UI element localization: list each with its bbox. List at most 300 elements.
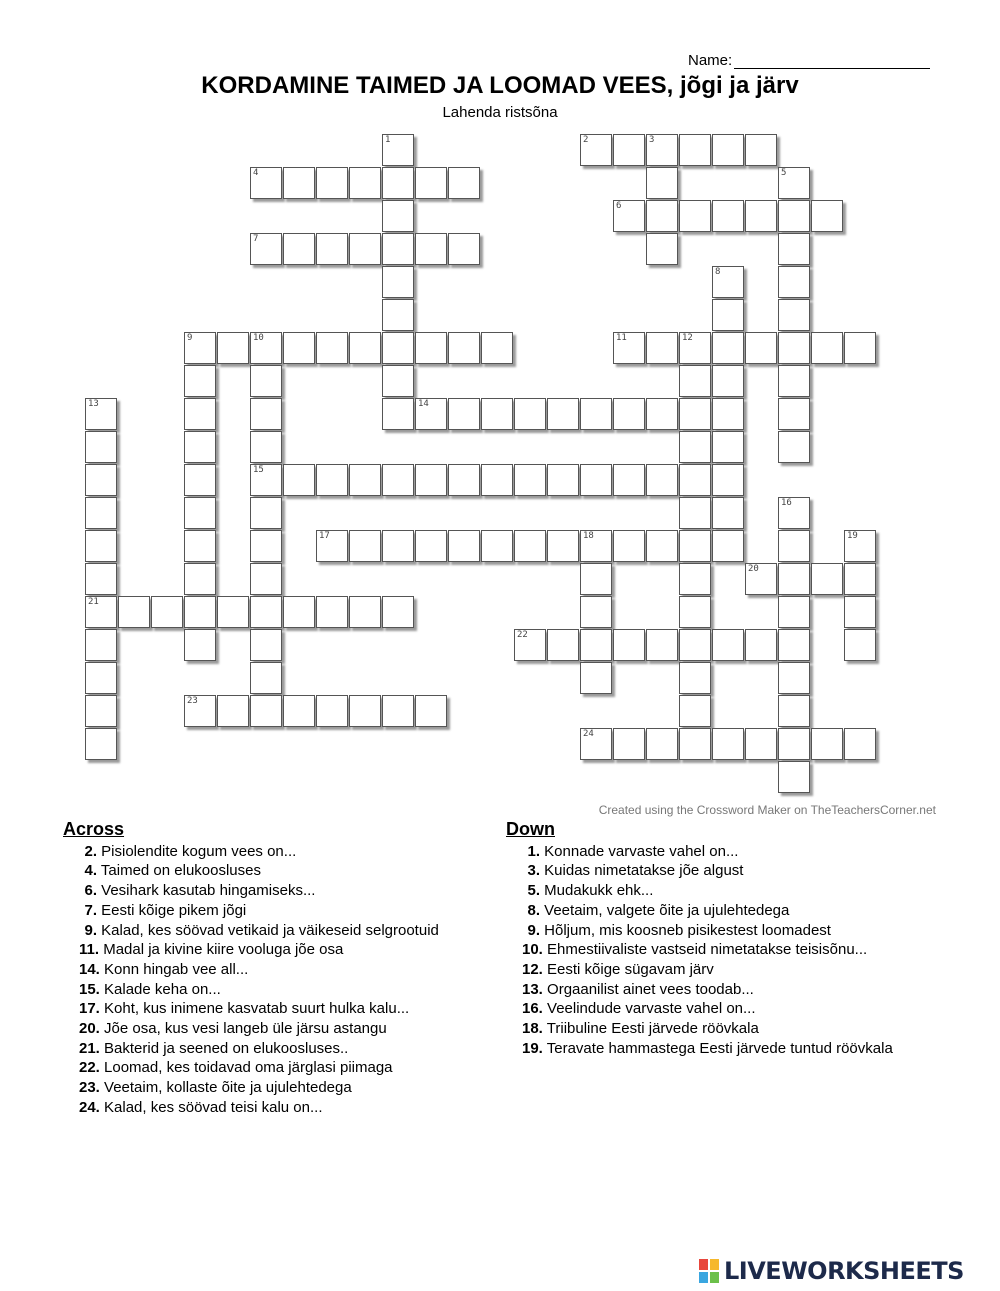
crossword-cell[interactable] [85,596,117,628]
cell-number: 10 [253,333,264,343]
crossword-cell[interactable] [679,398,711,430]
clue-text: Pisiolendite kogum vees on... [97,842,297,860]
crossword-cell[interactable] [778,629,810,661]
clue-number: 22. [79,1059,100,1077]
crossword-cell[interactable] [448,530,480,562]
page-subtitle: Lahenda ristsõna [442,104,558,121]
down-clue-9 [506,921,906,941]
across-clue-2 [63,842,493,862]
crossword-cell[interactable] [679,530,711,562]
clue-number: 9. [84,921,97,939]
down-clues [506,820,906,1058]
clue-number: 17. [79,1000,100,1018]
crossword-cell[interactable] [316,530,348,562]
crossword-cell[interactable] [712,266,744,298]
crossword-cell[interactable] [283,695,315,727]
clue-number: 15. [79,980,100,998]
crossword-cell[interactable] [184,695,216,727]
crossword-cell[interactable] [580,134,612,166]
clue-number: 1. [527,842,540,860]
crossword-cell[interactable] [316,332,348,364]
crossword-cell[interactable] [448,233,480,265]
crossword-cell[interactable] [382,398,414,430]
clue-number: 9. [527,921,540,939]
cell-number: 5 [781,168,787,178]
crossword-cell[interactable] [250,167,282,199]
clue-text: Kalad, kes söövad vetikaid ja väikeseid selgrootuid [97,921,439,939]
crossword-cell[interactable] [316,464,348,496]
crossword-cell[interactable] [184,398,216,430]
cell-number: 24 [583,729,594,739]
clue-text: Bakterid ja seened on elukoosluses.. [99,1039,349,1057]
logo-text: LIVEWORKSHEETS [724,1257,964,1285]
crossword-cell[interactable] [778,563,810,595]
crossword-cell[interactable] [415,167,447,199]
crossword-cell[interactable] [679,134,711,166]
crossword-cell[interactable] [415,695,447,727]
crossword-cell[interactable] [613,200,645,232]
crossword-cell[interactable] [283,167,315,199]
crossword-cell[interactable] [778,662,810,694]
crossword-cell[interactable] [778,761,810,793]
crossword-cell[interactable] [316,167,348,199]
crossword-cell[interactable] [514,464,546,496]
crossword-cell[interactable] [547,530,579,562]
clue-number: 2. [84,842,97,860]
crossword-cell[interactable] [382,266,414,298]
crossword-cell[interactable] [250,530,282,562]
cell-number: 23 [187,696,198,706]
crossword-cell[interactable] [250,497,282,529]
crossword-cell[interactable] [844,530,876,562]
crossword-cell[interactable] [679,563,711,595]
crossword-cell[interactable] [283,596,315,628]
crossword-cell[interactable] [646,200,678,232]
crossword-cell[interactable] [316,233,348,265]
clue-number: 3. [527,862,540,880]
crossword-cell[interactable] [844,728,876,760]
crossword-cell[interactable] [712,365,744,397]
crossword-cell[interactable] [217,332,249,364]
cell-number: 15 [253,465,264,475]
crossword-cell[interactable] [646,464,678,496]
crossword-cell[interactable] [745,629,777,661]
clue-number: 4. [84,862,97,880]
crossword-cell[interactable] [184,596,216,628]
crossword-cell[interactable] [613,629,645,661]
crossword-cell[interactable] [283,464,315,496]
clue-number: 12. [522,960,543,978]
cell-number: 18 [583,531,594,541]
crossword-cell[interactable] [712,464,744,496]
crossword-cell[interactable] [349,332,381,364]
clue-number: 8. [527,901,540,919]
cell-number: 22 [517,630,528,640]
crossword-cell[interactable] [745,563,777,595]
crossword-cell[interactable] [646,530,678,562]
across-clue-14 [63,960,493,980]
down-clue-19 [506,1039,906,1059]
crossword-cell[interactable] [778,398,810,430]
clue-number: 11. [79,941,100,959]
crossword-cell[interactable] [349,695,381,727]
crossword-cell[interactable] [778,728,810,760]
crossword-cell[interactable] [217,695,249,727]
liveworksheets-logo [698,1256,964,1286]
clue-number: 5. [527,882,540,900]
cell-number: 17 [319,531,330,541]
crossword-cell[interactable] [679,629,711,661]
crossword-cell[interactable] [184,629,216,661]
crossword-cell[interactable] [481,398,513,430]
crossword-cell[interactable] [250,596,282,628]
crossword-cell[interactable] [151,596,183,628]
crossword-cell[interactable] [679,497,711,529]
crossword-cell[interactable] [580,563,612,595]
crossword-cell[interactable] [778,167,810,199]
crossword-cell[interactable] [811,200,843,232]
down-clue-3 [506,861,906,881]
cell-number: 4 [253,168,259,178]
crossword-cell[interactable] [415,398,447,430]
crossword-cell[interactable] [613,728,645,760]
across-clue-list [63,842,493,1118]
name-blank-line[interactable] [734,54,930,69]
crossword-cell[interactable] [580,398,612,430]
crossword-cell[interactable] [382,365,414,397]
crossword-cell[interactable] [250,695,282,727]
across-clue-6 [63,881,493,901]
crossword-cell[interactable] [712,431,744,463]
crossword-cell[interactable] [448,398,480,430]
clue-number: 7. [84,901,97,919]
crossword-cell[interactable] [613,134,645,166]
crossword-cell[interactable] [349,233,381,265]
crossword-cell[interactable] [778,332,810,364]
across-clues [63,820,493,1118]
clue-text: Eesti kõige pikem jõgi [97,901,247,919]
crossword-cell[interactable] [85,431,117,463]
cell-number: 7 [253,234,259,244]
crossword-cell[interactable] [778,200,810,232]
clue-text: Madal ja kivine kiire vooluga jõe osa [99,941,344,959]
clue-text: Ehmestiivaliste vastseid nimetatakse teisisõnu... [542,941,868,959]
page-title: KORDAMINE TAIMED JA LOOMAD VEES, jõgi ja järv [201,72,799,99]
clue-number: 18. [522,1020,543,1038]
crossword-cell[interactable] [712,629,744,661]
crossword-cell[interactable] [811,728,843,760]
crossword-cell[interactable] [778,695,810,727]
across-clue-15 [63,980,493,1000]
crossword-cell[interactable] [85,464,117,496]
crossword-cell[interactable] [679,332,711,364]
clue-text: Konn hingab vee all... [99,960,249,978]
down-clue-list [506,842,906,1059]
clue-number: 14. [79,960,100,978]
clue-number: 23. [79,1079,100,1097]
crossword-cell[interactable] [250,365,282,397]
crossword-cell[interactable] [382,464,414,496]
crossword-cell[interactable] [679,200,711,232]
crossword-cell[interactable] [382,200,414,232]
crossword-cell[interactable] [613,530,645,562]
crossword-cell[interactable] [646,398,678,430]
crossword-cell[interactable] [481,332,513,364]
crossword-cell[interactable] [712,200,744,232]
crossword-cell[interactable] [745,728,777,760]
clue-text: Loomad, kes toidavad oma järglasi piimaga [99,1059,393,1077]
clue-number: 20. [79,1020,100,1038]
across-clue-24 [63,1098,493,1118]
crossword-cell[interactable] [448,332,480,364]
crossword-cell[interactable] [85,398,117,430]
crossword-cell[interactable] [547,629,579,661]
crossword-cell[interactable] [448,167,480,199]
crossword-cell[interactable] [844,563,876,595]
crossword-cell[interactable] [415,233,447,265]
down-clue-8 [506,901,906,921]
crossword-cell[interactable] [250,629,282,661]
cell-number: 14 [418,399,429,409]
down-clue-16 [506,999,906,1019]
crossword-cell[interactable] [712,497,744,529]
crossword-cell[interactable] [646,233,678,265]
crossword-cell[interactable] [712,332,744,364]
crossword-cell[interactable] [382,695,414,727]
crossword-cell[interactable] [547,464,579,496]
crossword-cell[interactable] [745,200,777,232]
crossword-cell[interactable] [613,398,645,430]
crossword-cell[interactable] [712,530,744,562]
clue-text: Hõljum, mis koosneb pisikestest loomadest [540,921,831,939]
crossword-cell[interactable] [679,695,711,727]
cell-number: 8 [715,267,721,277]
clue-text: Eesti kõige sügavam järv [542,960,714,978]
crossword-cell[interactable] [646,134,678,166]
across-clue-11 [63,940,493,960]
cell-number: 12 [682,333,693,343]
down-clue-5 [506,881,906,901]
crossword-cell[interactable] [250,464,282,496]
cell-number: 1 [385,135,391,145]
crossword-cell[interactable] [646,332,678,364]
crossword-cell[interactable] [382,134,414,166]
crossword-cell[interactable] [382,596,414,628]
crossword-cell[interactable] [349,464,381,496]
crossword-cell[interactable] [184,431,216,463]
crossword-cell[interactable] [778,365,810,397]
crossword-cell[interactable] [712,398,744,430]
crossword-cell[interactable] [778,431,810,463]
crossword-cell[interactable] [283,332,315,364]
crossword-cell[interactable] [613,332,645,364]
crossword-cell[interactable] [646,728,678,760]
down-heading: Down [506,819,555,839]
crossword-cell[interactable] [283,233,315,265]
crossword-cell[interactable] [85,662,117,694]
clue-text: Triibuline Eesti järvede röövkala [542,1020,759,1038]
credit-line: Created using the Crossword Maker on TheTeachersCorner.net [598,803,936,817]
crossword-cell[interactable] [778,233,810,265]
crossword-cell[interactable] [712,728,744,760]
cell-number: 6 [616,201,622,211]
crossword-cell[interactable] [415,332,447,364]
clue-number: 13. [522,980,543,998]
clue-text: Mudakukk ehk... [540,882,654,900]
clue-number: 6. [84,882,97,900]
crossword-cell[interactable] [712,134,744,166]
cell-number: 3 [649,135,655,145]
crossword-cell[interactable] [316,596,348,628]
crossword-cell[interactable] [415,530,447,562]
clue-number: 19. [522,1039,543,1057]
across-clue-21 [63,1039,493,1059]
clue-number: 10. [522,941,543,959]
crossword-cell[interactable] [679,662,711,694]
crossword-cell[interactable] [85,629,117,661]
crossword-cell[interactable] [514,629,546,661]
across-clue-9 [63,921,493,941]
crossword-cell[interactable] [184,464,216,496]
clue-text: Orgaanilist ainet vees toodab... [542,980,754,998]
crossword-cell[interactable] [778,266,810,298]
crossword-cell[interactable] [778,497,810,529]
clue-number: 21. [79,1039,100,1057]
crossword-cell[interactable] [250,431,282,463]
crossword-cell[interactable] [85,530,117,562]
clue-text: Veetaim, valgete õite ja ujulehtedega [540,901,790,919]
crossword-cell[interactable] [679,596,711,628]
cell-number: 21 [88,597,99,607]
clue-text: Veetaim, kollaste õite ja ujulehtedega [99,1079,352,1097]
cell-number: 16 [781,498,792,508]
crossword-cell[interactable] [778,530,810,562]
crossword-cell[interactable] [118,596,150,628]
crossword-cell[interactable] [85,728,117,760]
down-clue-10 [506,940,906,960]
across-clue-4 [63,861,493,881]
crossword-cell[interactable] [580,629,612,661]
down-clue-12 [506,960,906,980]
crossword-cell[interactable] [844,332,876,364]
clue-number: 16. [522,1000,543,1018]
crossword-cell[interactable] [580,596,612,628]
crossword-cell[interactable] [646,167,678,199]
crossword-cell[interactable] [85,695,117,727]
crossword-cell[interactable] [778,299,810,331]
crossword-cell[interactable] [514,398,546,430]
crossword-cell[interactable] [844,596,876,628]
crossword-cell[interactable] [250,332,282,364]
crossword-cell[interactable] [349,167,381,199]
clue-text: Vesihark kasutab hingamiseks... [97,882,316,900]
cell-number: 19 [847,531,858,541]
clue-text: Jõe osa, kus vesi langeb üle järsu astangu [99,1020,387,1038]
crossword-cell[interactable] [778,596,810,628]
crossword-cell[interactable] [184,530,216,562]
crossword-cell[interactable] [580,530,612,562]
down-clue-1 [506,842,906,862]
crossword-cell[interactable] [382,233,414,265]
clue-text: Konnade varvaste vahel on... [540,842,739,860]
crossword-cell[interactable] [382,299,414,331]
crossword-cell[interactable] [679,431,711,463]
crossword-cell[interactable] [382,332,414,364]
across-heading: Across [63,819,125,839]
crossword-cell[interactable] [745,332,777,364]
down-clue-18 [506,1019,906,1039]
crossword-cell[interactable] [184,497,216,529]
crossword-cell[interactable] [613,464,645,496]
clue-number: 24. [79,1098,100,1116]
across-clue-7 [63,901,493,921]
across-clue-23 [63,1078,493,1098]
logo-mark-icon [698,1258,720,1284]
cell-number: 11 [616,333,627,343]
crossword-cell[interactable] [745,134,777,166]
crossword-cell[interactable] [250,398,282,430]
crossword-cell[interactable] [217,596,249,628]
crossword-cell[interactable] [514,530,546,562]
crossword-cell[interactable] [250,563,282,595]
crossword-cell[interactable] [580,464,612,496]
crossword-cell[interactable] [712,299,744,331]
crossword-cell[interactable] [382,530,414,562]
down-clue-13 [506,980,906,1000]
crossword-cell[interactable] [349,596,381,628]
clue-text: Koht, kus inimene kasvatab suurt hulka kalu... [99,1000,410,1018]
name-label: Name: [688,52,733,69]
crossword-cell[interactable] [679,464,711,496]
cell-number: 9 [187,333,193,343]
crossword-cell[interactable] [580,728,612,760]
across-clue-17 [63,999,493,1019]
crossword-cell[interactable] [646,629,678,661]
cell-number: 20 [748,564,759,574]
clue-text: Kalade keha on... [99,980,221,998]
across-clue-20 [63,1019,493,1039]
crossword-cell[interactable] [250,662,282,694]
crossword-cell[interactable] [184,365,216,397]
crossword-cell[interactable] [415,464,447,496]
crossword-cell[interactable] [481,530,513,562]
cell-number: 2 [583,135,589,145]
clue-text: Taimed on elukoosluses [97,862,261,880]
clue-text: Kuidas nimetatakse jõe algust [540,862,744,880]
crossword-cell[interactable] [184,563,216,595]
clue-text: Teravate hammastega Eesti järvede tuntud röövkala [542,1039,893,1057]
crossword-cell[interactable] [580,662,612,694]
crossword-cell[interactable] [679,365,711,397]
crossword-cell[interactable] [679,728,711,760]
crossword-cell[interactable] [316,695,348,727]
name-field[interactable] [688,52,930,69]
crossword-cell[interactable] [349,530,381,562]
crossword-cell[interactable] [547,398,579,430]
crossword-cell[interactable] [448,464,480,496]
crossword-cell[interactable] [844,629,876,661]
crossword-cell[interactable] [811,563,843,595]
crossword-cell[interactable] [85,497,117,529]
crossword-cell[interactable] [184,332,216,364]
clue-text: Kalad, kes söövad teisi kalu on... [99,1098,323,1116]
crossword-cell[interactable] [382,167,414,199]
crossword-cell[interactable] [250,233,282,265]
crossword-cell[interactable] [811,332,843,364]
crossword-cell[interactable] [481,464,513,496]
across-clue-22 [63,1058,493,1078]
crossword-cell[interactable] [85,563,117,595]
